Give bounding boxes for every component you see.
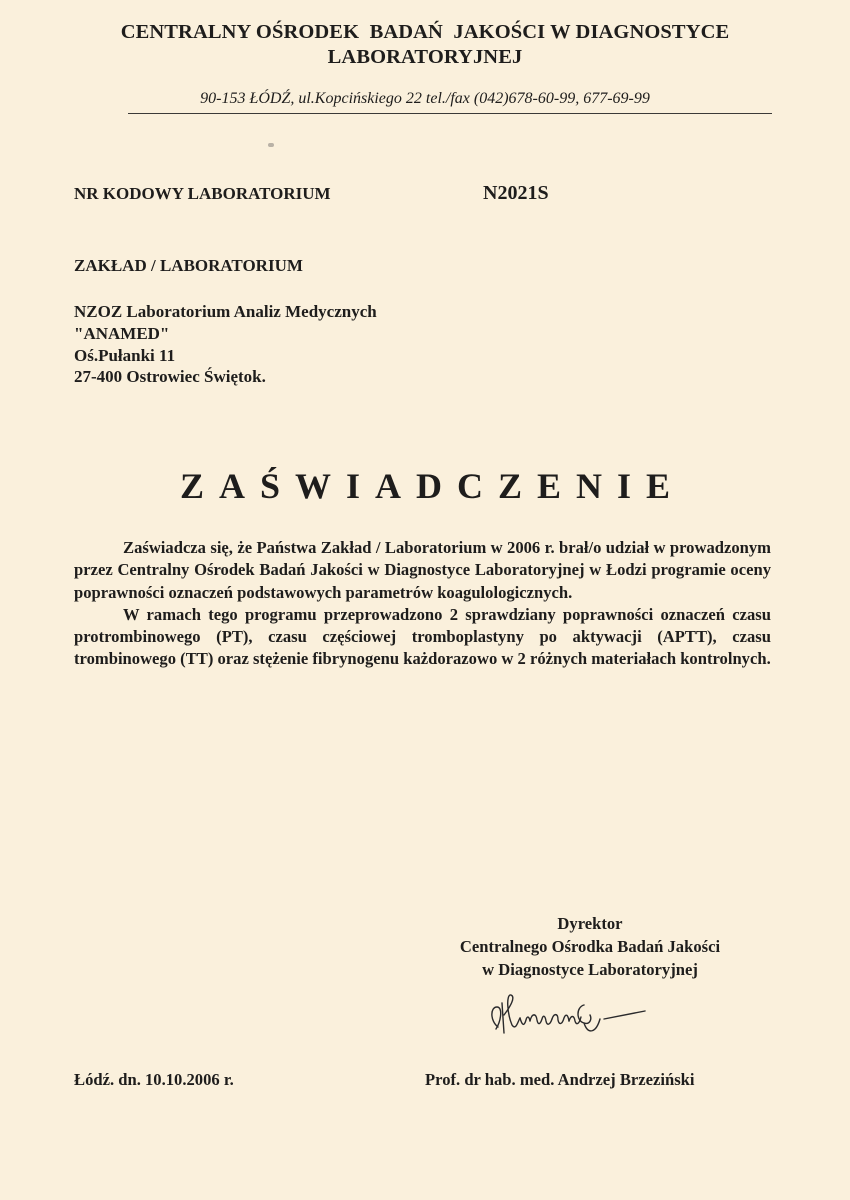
director-title-line-3: w Diagnostyce Laboratoryjnej xyxy=(482,960,698,979)
issue-date: Łódź. dn. 10.10.2006 r. xyxy=(74,1070,234,1089)
institution-title xyxy=(0,20,850,70)
director-title-line-1: Dyrektor xyxy=(557,914,623,933)
recipient-name-line-1: NZOZ Laboratorium Analiz Medycznych xyxy=(74,302,377,321)
recipient-street: Oś.Pułanki 11 xyxy=(74,345,176,365)
lab-code-label: NR KODOWY LABORATORIUM xyxy=(74,184,331,203)
recipient-city: 27-400 Ostrowiec Świętok. xyxy=(74,367,266,387)
director-title-line-2: Centralnego Ośrodka Badań Jakości xyxy=(459,937,721,956)
recipient-name-line-2: "ANAMED" xyxy=(74,323,170,343)
institution-title-line-1: CENTRALNY OŚRODEK BADAŃ JAKOŚCI W DIAGNOSTYCE xyxy=(120,21,730,43)
unit-label: ZAKŁAD / LABORATORIUM xyxy=(74,256,303,275)
lab-code-value: N2021S xyxy=(483,182,549,204)
recipient-address xyxy=(74,301,534,388)
signer-name: Prof. dr hab. med. Andrzej Brzeziński xyxy=(425,1070,695,1089)
institution-address: 90-153 ŁÓDŹ, ul.Kopcińskiego 22 tel./fax (042)678-60-99, 677-69-99 xyxy=(200,90,650,107)
handwritten-signature xyxy=(480,985,715,1045)
body-paragraph-2: W ramach tego programu przeprowadzono 2 sprawdziany poprawności oznaczeń czasu protrombinowego (PT), czasu częściowej tromboplastyny po aktywacji (APTT), czasu trombinowego (TT) oraz stężenie fibrynogenu każdorazowo w 2 różnych materiałach kontrolnych. xyxy=(74,604,771,669)
certificate-body xyxy=(74,537,771,671)
document-title: ZAŚWIADCZENIE xyxy=(179,466,686,506)
paper-speck xyxy=(268,143,274,147)
institution-title-line-2: LABORATORYJNEJ xyxy=(327,46,523,68)
director-title-block xyxy=(400,912,780,981)
body-paragraph-1: Zaświadcza się, że Państwa Zakład / Laboratorium w 2006 r. brał/o udział w prowadzonym przez Centralny Ośrodek Badań Jakości w Diagnostyce Laboratoryjnej w Łodzi programie oceny poprawności oznaczeń podstawowych parametrów koagulologicznych. xyxy=(74,538,771,602)
header-divider xyxy=(128,113,772,114)
